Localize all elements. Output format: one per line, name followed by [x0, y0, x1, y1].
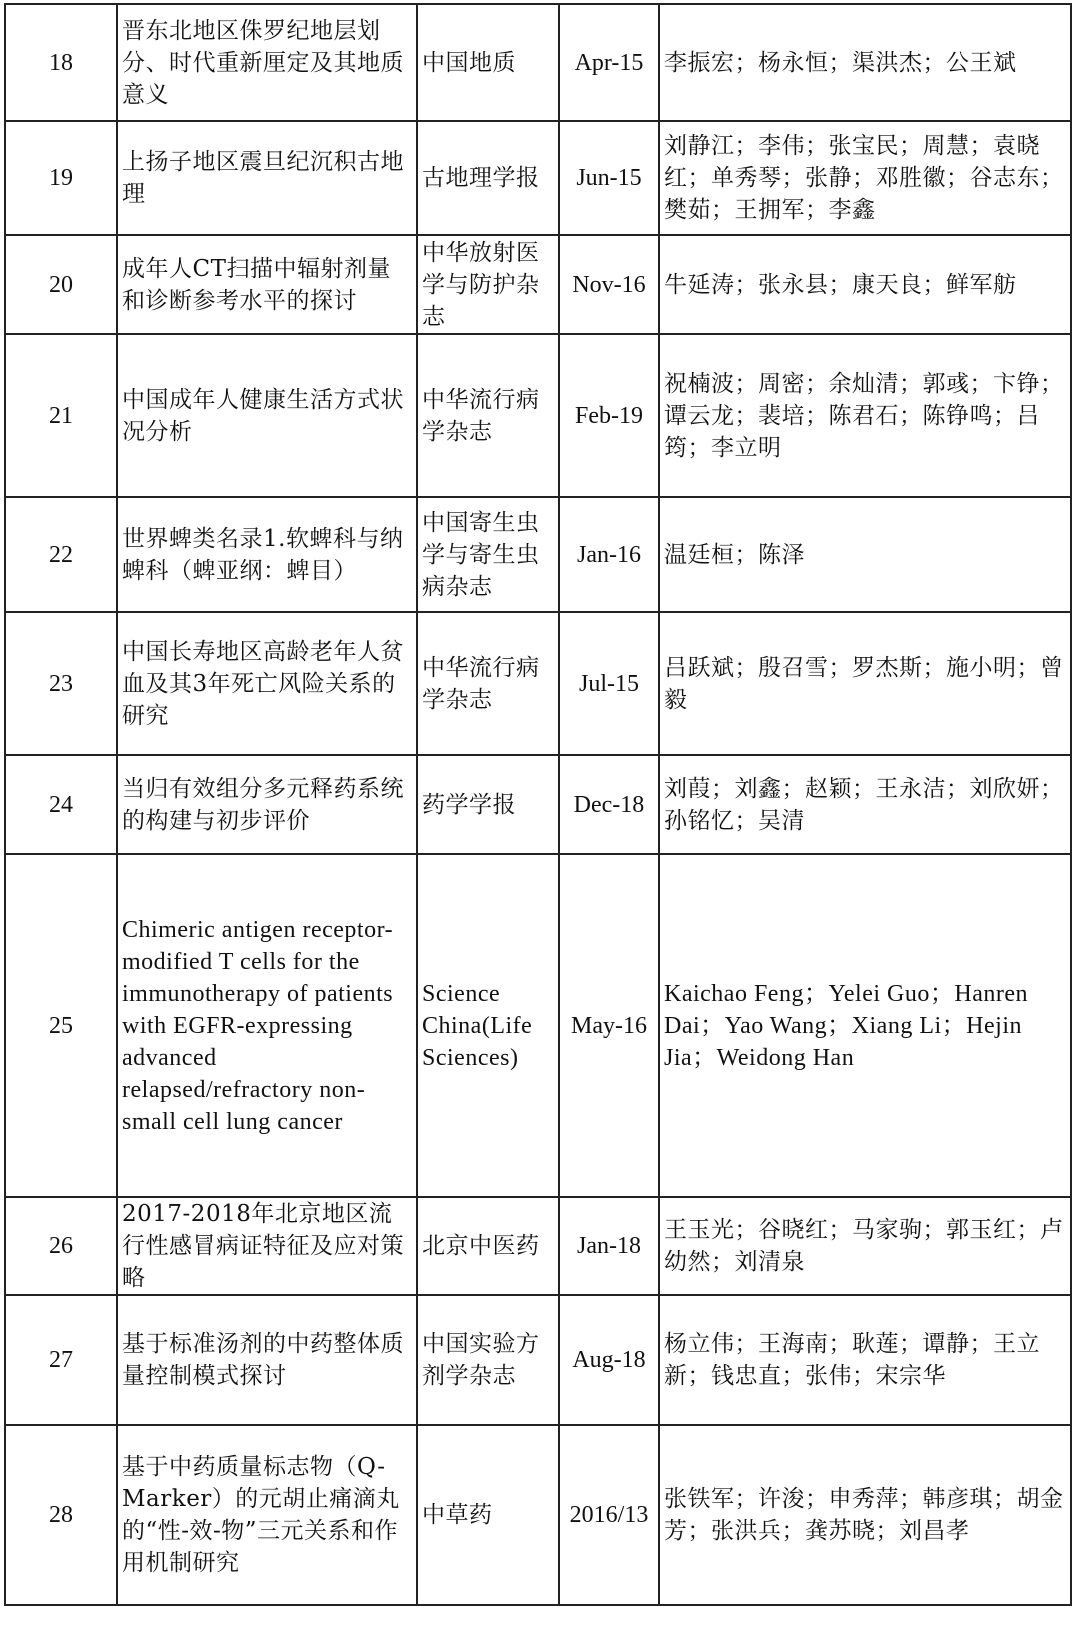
publish-date: Jan-18	[559, 1197, 659, 1295]
author-list: 牛延涛；张永县；康天良；鲜军舫	[659, 235, 1071, 334]
row-number: 26	[5, 1197, 117, 1295]
row-number: 18	[5, 4, 117, 121]
author-list: 李振宏；杨永恒；渠洪杰；公王斌	[659, 4, 1071, 121]
paper-title: 基于标准汤剂的中药整体质量控制模式探讨	[117, 1295, 417, 1425]
publish-date: Nov-16	[559, 235, 659, 334]
author-list: 张铁军；许浚；申秀萍；韩彦琪；胡金芳；张洪兵；龚苏晓；刘昌孝	[659, 1425, 1071, 1605]
row-number: 19	[5, 121, 117, 235]
paper-title: 中国成年人健康生活方式状况分析	[117, 334, 417, 497]
table-row	[5, 1295, 1071, 1425]
journal-name: 中国寄生虫学与寄生虫病杂志	[417, 497, 559, 612]
journal-name: Science China(Life Sciences)	[417, 854, 559, 1197]
journal-name: 中华放射医学与防护杂志	[417, 235, 559, 334]
publish-date: Feb-19	[559, 334, 659, 497]
author-list: Kaichao Feng；Yelei Guo；Hanren Dai；Yao Wang；Xiang Li；Hejin Jia；Weidong Han	[659, 854, 1071, 1197]
publish-date: Aug-18	[559, 1295, 659, 1425]
publish-date: Jun-15	[559, 121, 659, 235]
journal-name: 药学学报	[417, 755, 559, 854]
paper-title: 中国长寿地区高龄老年人贫血及其3年死亡风险关系的研究	[117, 612, 417, 755]
row-number: 20	[5, 235, 117, 334]
row-number: 28	[5, 1425, 117, 1605]
table-row	[5, 755, 1071, 854]
row-number: 25	[5, 854, 117, 1197]
table-row	[5, 854, 1071, 1197]
paper-title: 当归有效组分多元释药系统的构建与初步评价	[117, 755, 417, 854]
author-list: 王玉光；谷晓红；马家驹；郭玉红；卢幼然；刘清泉	[659, 1197, 1071, 1295]
author-list: 祝楠波；周密；余灿清；郭彧；卞铮；谭云龙；裴培；陈君石；陈铮鸣；吕筠；李立明	[659, 334, 1071, 497]
journal-name: 中华流行病学杂志	[417, 612, 559, 755]
publish-date: Jul-15	[559, 612, 659, 755]
row-number: 23	[5, 612, 117, 755]
author-list: 吕跃斌；殷召雪；罗杰斯；施小明；曾毅	[659, 612, 1071, 755]
table-row	[5, 235, 1071, 334]
table-row	[5, 121, 1071, 235]
table-row	[5, 1197, 1071, 1295]
journal-name: 中国实验方剂学杂志	[417, 1295, 559, 1425]
paper-title: 上扬子地区震旦纪沉积古地理	[117, 121, 417, 235]
journal-name: 中国地质	[417, 4, 559, 121]
journal-name: 古地理学报	[417, 121, 559, 235]
journal-name: 中草药	[417, 1425, 559, 1605]
journal-name: 北京中医药	[417, 1197, 559, 1295]
paper-title: 晋东北地区侏罗纪地层划分、时代重新厘定及其地质意义	[117, 4, 417, 121]
table-row	[5, 1425, 1071, 1605]
row-number: 27	[5, 1295, 117, 1425]
paper-title: 世界蜱类名录1.软蜱科与纳蜱科（蜱亚纲：蜱目）	[117, 497, 417, 612]
publish-date: Apr-15	[559, 4, 659, 121]
row-number: 22	[5, 497, 117, 612]
publish-date: 2016/13	[559, 1425, 659, 1605]
table-row	[5, 612, 1071, 755]
publication-table	[4, 3, 1072, 1606]
author-list: 刘葭；刘鑫；赵颖；王永洁；刘欣妍；孙铭忆；吴清	[659, 755, 1071, 854]
publish-date: May-16	[559, 854, 659, 1197]
paper-title: Chimeric antigen receptor-modified T cells for the immunotherapy of patients with EGFR-expressing advanced relapsed/refractory non-small cell lung cancer	[117, 854, 417, 1197]
row-number: 24	[5, 755, 117, 854]
journal-name: 中华流行病学杂志	[417, 334, 559, 497]
paper-title: 基于中药质量标志物（Q-Marker）的元胡止痛滴丸的“性-效-物”三元关系和作用机制研究	[117, 1425, 417, 1605]
paper-title: 成年人CT扫描中辐射剂量和诊断参考水平的探讨	[117, 235, 417, 334]
row-number: 21	[5, 334, 117, 497]
table-row	[5, 334, 1071, 497]
table-row	[5, 497, 1071, 612]
author-list: 温廷桓；陈泽	[659, 497, 1071, 612]
author-list: 杨立伟；王海南；耿莲；谭静；王立新；钱忠直；张伟；宋宗华	[659, 1295, 1071, 1425]
author-list: 刘静江；李伟；张宝民；周慧；袁晓红；单秀琴；张静；邓胜徽；谷志东；樊茹；王拥军；李鑫	[659, 121, 1071, 235]
table-row	[5, 4, 1071, 121]
publish-date: Jan-16	[559, 497, 659, 612]
publish-date: Dec-18	[559, 755, 659, 854]
paper-title: 2017-2018年北京地区流行性感冒病证特征及应对策略	[117, 1197, 417, 1295]
